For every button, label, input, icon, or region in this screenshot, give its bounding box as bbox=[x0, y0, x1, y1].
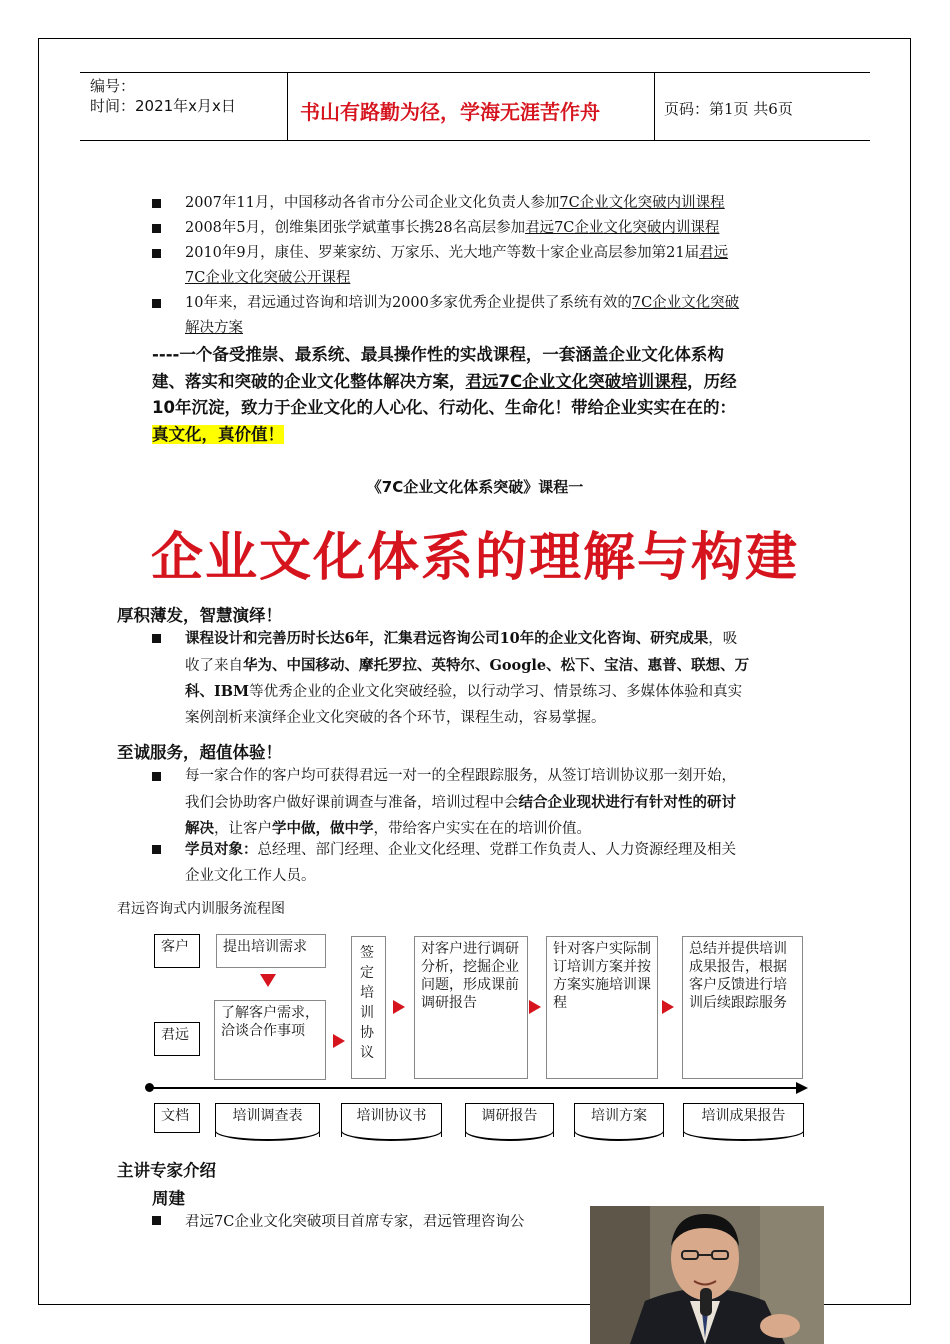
arrow-right-icon bbox=[662, 1000, 674, 1014]
header-motto: 书山有路勤为径，学海无涯苦作舟 bbox=[300, 100, 600, 124]
bullet-square-icon bbox=[152, 299, 161, 308]
course-title: 企业文化体系的理解与构建 bbox=[150, 528, 799, 588]
audience-paragraph: 学员对象：总经理、部门经理、企业文化经理、党群工作负责人、人力资源经理及相关 企业文化工作人员。 bbox=[185, 841, 736, 884]
flow-caption: 君远咨询式内训服务流程图 bbox=[117, 901, 285, 917]
header-page-info: 页码：第1页 共6页 bbox=[664, 100, 793, 118]
course-link[interactable]: 7C企业文化突破公开课程 bbox=[185, 270, 351, 286]
section1-paragraph: 课程设计和完善历时长达6年，汇集君远咨询公司10年的企业文化咨询、研究成果，吸 收了来自华为、中国移动、摩托罗拉、英特尔、Google、松下、宝洁、惠普、联想、万 科、IBM等优秀企业的企业文化突破经验，以行动学习、情景练习、多媒体体验和真实 案例剖析来演绎企业文化突破的各个环节，课程生动，容易掌握。 bbox=[185, 630, 750, 726]
section-heading: 至诚服务，超值体验！ bbox=[117, 743, 282, 762]
header-time: 时间：2021年x月x日 bbox=[90, 97, 236, 115]
timeline-axis bbox=[150, 1087, 798, 1089]
course-link[interactable]: 解决方案 bbox=[185, 320, 243, 336]
arrow-right-icon bbox=[333, 1034, 345, 1048]
arrow-right-icon bbox=[393, 1000, 405, 1014]
arrow-right-icon bbox=[529, 1000, 541, 1014]
bullet-square-icon bbox=[152, 1216, 161, 1225]
section-heading: 厚积薄发，智慧演绎！ bbox=[117, 606, 282, 625]
bullet-square-icon bbox=[152, 772, 161, 781]
intro-paragraph: ----一个备受推崇、最系统、最具操作性的实战课程，一套涵盖企业文化体系构 建、落实和突破的企业文化整体解决方案，君远7C企业文化突破培训课程，历经 10年沉淀，致力于企业文化的人心化、行动化、生命化！带给企业实实在在的： 真文化，真价值！ bbox=[152, 345, 737, 444]
flow-step-plan: 针对客户实际制订培训方案并按方案实施培训课程 bbox=[546, 936, 658, 1079]
timeline-arrow-icon bbox=[796, 1082, 808, 1094]
expert-heading: 主讲专家介绍 bbox=[117, 1161, 216, 1180]
course-subtitle: 《7C企业文化体系突破》课程一 bbox=[366, 478, 584, 496]
doc-item: 培训调查表 bbox=[215, 1103, 320, 1137]
flow-junyuan-label: 君远 bbox=[154, 1022, 200, 1056]
expert-name: 周建 bbox=[152, 1189, 185, 1208]
doc-item: 调研报告 bbox=[465, 1103, 554, 1137]
course-link[interactable]: 君远 bbox=[699, 245, 729, 261]
flow-step-understand: 了解客户需求，洽谈合作事项 bbox=[214, 1000, 326, 1080]
header-bottom-rule bbox=[80, 140, 870, 141]
arrow-down-icon bbox=[260, 974, 276, 987]
doc-item: 培训成果报告 bbox=[683, 1103, 804, 1137]
bullet-square-icon bbox=[152, 845, 161, 854]
flow-step-summary: 总结并提供培训成果报告，根据客户反馈进行培训后续跟踪服务 bbox=[682, 936, 803, 1079]
portrait-image bbox=[590, 1206, 824, 1344]
section2-paragraph: 每一家合作的客户均可获得君远一对一的全程跟踪服务，从签订培训协议那一刻开始， 我们会协助客户做好课前调查与准备，培训过程中会结合企业现状进行有针对性的研讨 解决，让客户学中做，做中学，带给客户实实在在的培训价值。 bbox=[185, 768, 736, 837]
flow-doc-label: 文档 bbox=[154, 1103, 200, 1133]
doc-item: 培训方案 bbox=[574, 1103, 664, 1137]
flow-step-request: 提出培训需求 bbox=[216, 934, 326, 968]
course-link[interactable]: 君远7C企业文化突破内训课程 bbox=[525, 220, 720, 236]
header-top-rule bbox=[80, 72, 870, 73]
header-number: 编号： bbox=[90, 77, 136, 95]
flow-customer-label: 客户 bbox=[154, 934, 200, 968]
bullet-square-icon bbox=[152, 224, 161, 233]
bullet-square-icon bbox=[152, 634, 161, 643]
course-link[interactable]: 7C企业文化突破 bbox=[631, 295, 740, 311]
expert-description: 君远7C企业文化突破项目首席专家，君远管理咨询公 bbox=[185, 1214, 525, 1230]
flow-step-research: 对客户进行调研分析，挖掘企业问题，形成课前调研报告 bbox=[414, 936, 528, 1079]
course-link[interactable]: 7C企业文化突破内训课程 bbox=[559, 195, 725, 211]
expert-photo bbox=[590, 1206, 824, 1344]
highlight-text: 真文化，真价值！ bbox=[152, 424, 284, 444]
header-divider-2 bbox=[654, 72, 655, 140]
doc-item: 培训协议书 bbox=[341, 1103, 442, 1137]
bullet-square-icon bbox=[152, 249, 161, 258]
header-divider-1 bbox=[287, 72, 288, 140]
bullet-square-icon bbox=[152, 199, 161, 208]
flow-step-sign: 签定培训协议 bbox=[351, 936, 386, 1079]
